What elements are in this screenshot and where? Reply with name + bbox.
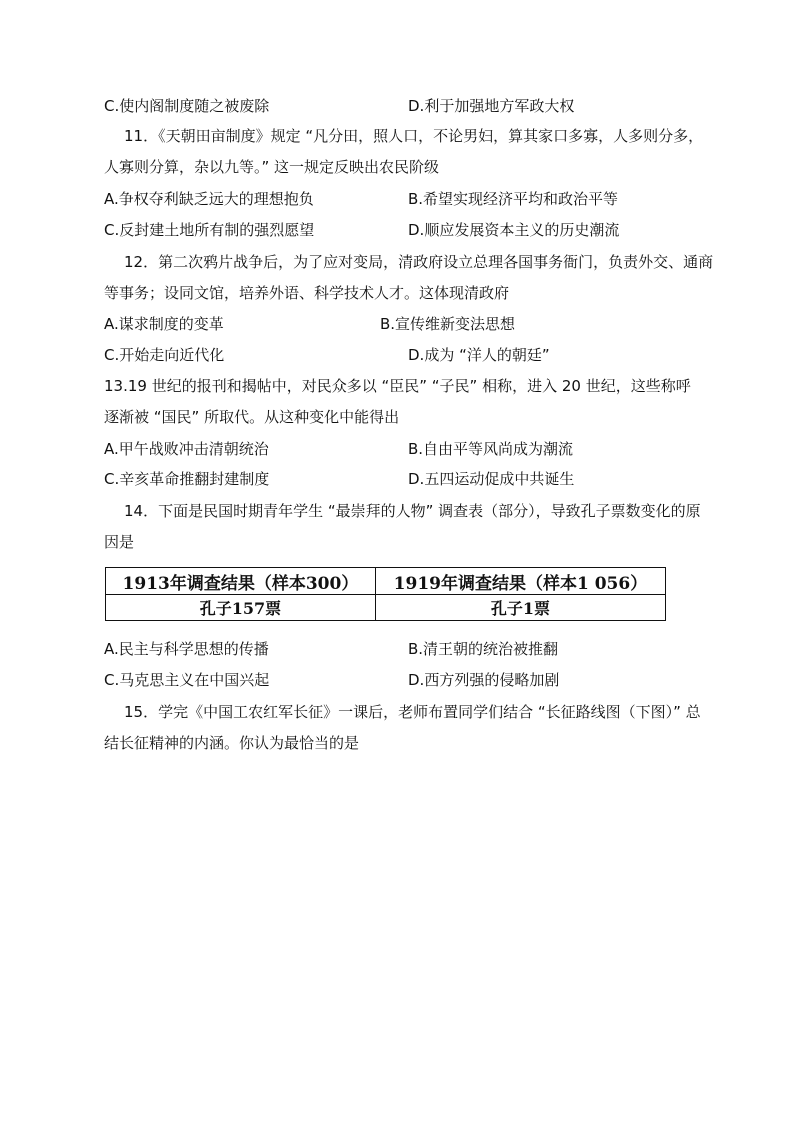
q11-option-a[interactable]: A.争权夺利缺乏远大的理想抱负 [104,190,314,208]
q13-stem-line1: 13.19 世纪的报刊和揭帖中，对民众多以 “臣民” “子民” 相称，进入 20 世纪，这些称呼 [104,377,691,395]
q10-option-c[interactable]: C.使内阁制度随之被废除 [104,97,270,115]
q11-option-d[interactable]: D.顺应发展资本主义的历史潮流 [408,221,620,239]
survey-cell-1913: 孔子157票 [106,595,376,621]
survey-header-1919: 1919年调查结果（样本1 056） [375,568,665,595]
q13-option-c[interactable]: C.辛亥革命推翻封建制度 [104,470,270,488]
q11-options-row1 [104,189,704,209]
q12-option-d[interactable]: D.成为 “洋人的朝廷” [408,346,550,364]
q13-option-d[interactable]: D.五四运动促成中共诞生 [408,470,575,488]
q12-option-a[interactable]: A.谋求制度的变革 [104,315,224,333]
q12-options-row1 [104,314,704,334]
survey-table-data-row [106,595,666,621]
q15-stem-line1: 15．学完《中国工农红军长征》一课后，老师布置同学们结合 “长征路线图（下图）” 总 [124,703,701,721]
q10-options-row [104,96,704,116]
q12-stem-line1: 12．第二次鸦片战争后，为了应对变局，清政府设立总理各国事务衙门，负责外交、通商 [124,253,714,271]
q14-option-d[interactable]: D.西方列强的侵略加剧 [408,671,560,689]
q12-options-row2 [104,345,704,365]
q12-option-c[interactable]: C.开始走向近代化 [104,346,225,364]
q12-stem-line2: 等事务；设同文馆，培养外语、科学技术人才。这体现清政府 [104,284,510,302]
survey-table-header-row [106,568,666,595]
q11-stem-line1: 11．《天朝田亩制度》规定 “凡分田，照人口，不论男妇，算其家口多寡，人多则分多， [124,127,704,145]
q14-option-b[interactable]: B.清王朝的统治被推翻 [408,640,559,658]
q14-stem-line2: 因是 [104,533,135,551]
q11-option-b[interactable]: B.希望实现经济平均和政治平等 [408,190,619,208]
q13-stem-line2: 逐渐被 “国民” 所取代。从这种变化中能得出 [104,408,400,426]
q15-stem-line2: 结长征精神的内涵。你认为最恰当的是 [104,734,360,752]
survey-header-1913: 1913年调查结果（样本300） [106,568,376,595]
q14-option-a[interactable]: A.民主与科学思想的传播 [104,640,269,658]
q13-option-b[interactable]: B.自由平等风尚成为潮流 [408,440,574,458]
q13-option-a[interactable]: A.甲午战败冲击清朝统治 [104,440,269,458]
q12-option-b[interactable]: B.宣传维新变法思想 [380,315,516,333]
q13-options-row1 [104,439,704,459]
q14-option-c[interactable]: C.马克思主义在中国兴起 [104,671,270,689]
q14-stem-line1: 14．下面是民国时期青年学生 “最崇拜的人物” 调查表（部分），导致孔子票数变化的原 [124,502,701,520]
q11-options-row2 [104,220,704,240]
q14-options-row1 [104,639,704,659]
q11-stem-line2: 人寡则分算，杂以九等。” 这一规定反映出农民阶级 [104,158,440,176]
survey-cell-1919: 孔子1票 [375,595,665,621]
survey-table [105,567,666,621]
q11-option-c[interactable]: C.反封建土地所有制的强烈愿望 [104,221,315,239]
q10-option-d[interactable]: D.利于加强地方军政大权 [408,97,575,115]
q13-options-row2 [104,469,704,489]
q14-options-row2 [104,670,704,690]
